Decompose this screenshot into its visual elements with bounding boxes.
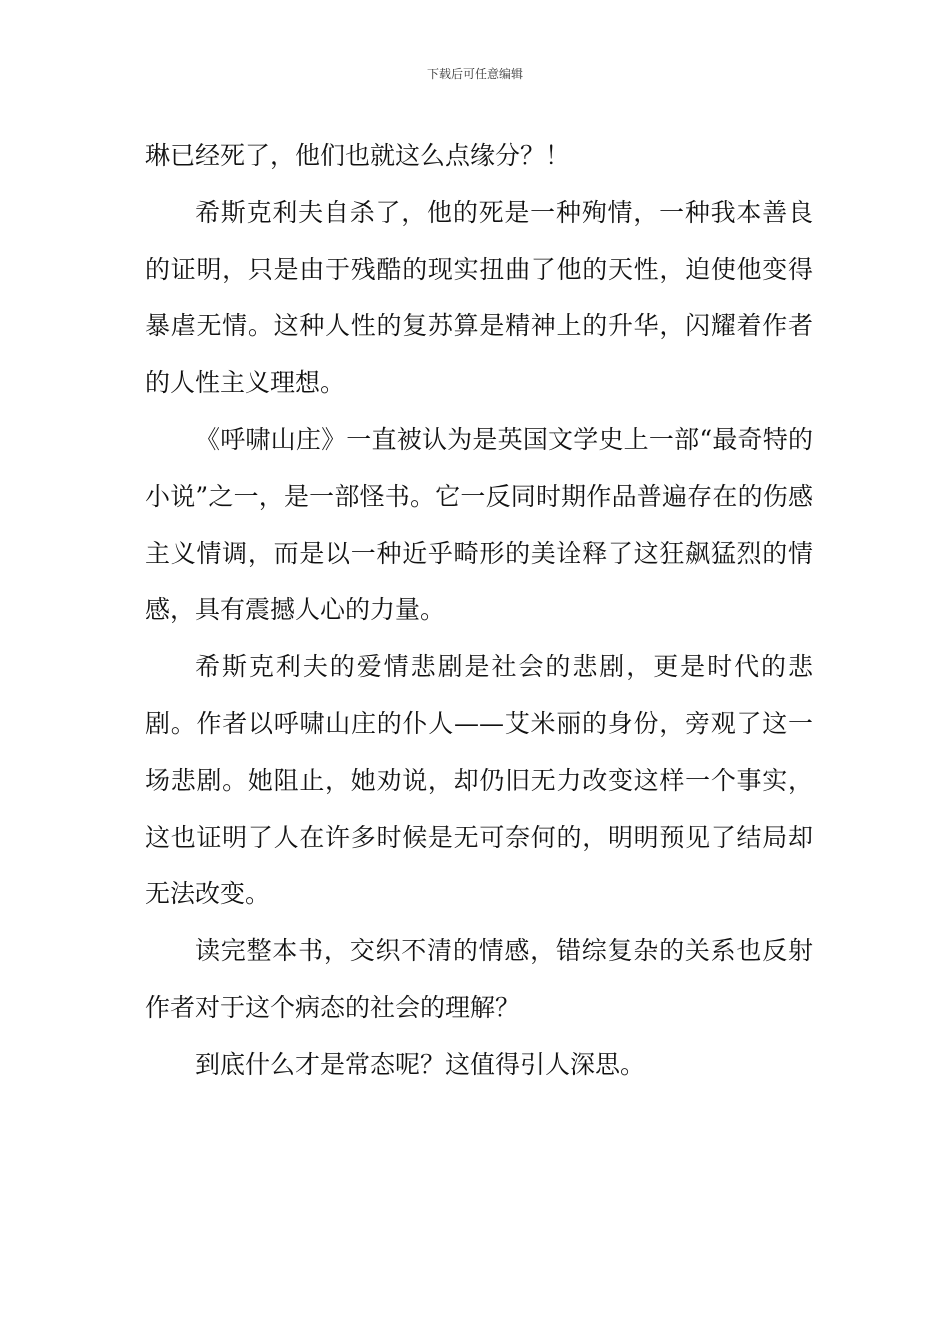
paragraph: 到底什么才是常态呢？这值得引人深思。 <box>195 1049 646 1079</box>
paragraph: 希斯克利夫的爱情悲剧是社会的悲剧，更是时代的悲剧。作者以呼啸山庄的仆人——艾米丽的身份，旁观了这一场悲剧。她阻止，她劝说，却仍旧无力改变这样一个事实，这也证明了人在许多时候是无可奈何的，明明预见了结局却无法改变。 <box>145 652 813 909</box>
document-body <box>145 128 813 1094</box>
paragraph: 希斯克利夫自杀了，他的死是一种殉情，一种我本善良的证明，只是由于残酷的现实扭曲了他的天性，迫使他变得暴虐无情。这种人性的复苏算是精神上的升华，闪耀着作者的人性主义理想。 <box>145 197 813 398</box>
paragraph-continuation: 琳已经死了，他们也就这么点缘分？！ <box>145 141 571 170</box>
page-header: 下载后可任意编辑 <box>426 67 523 81</box>
paragraph: 《呼啸山庄》一直被认为是英国文学史上一部“最奇特的小说”之一，是一部怪书。它一反同时期作品普遍存在的伤感主义情调，而是以一种近乎畸形的美诠释了这狂飙猛烈的情感，具有震撼人心的力量。 <box>145 424 813 625</box>
paragraph: 读完整本书，交织不清的情感，错综复杂的关系也反射作者对于这个病态的社会的理解？ <box>145 936 813 1022</box>
